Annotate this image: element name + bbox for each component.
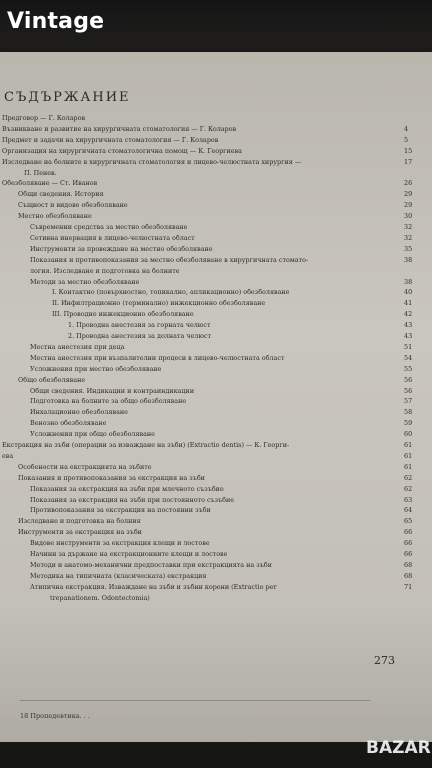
- toc-entry: [30, 278, 340, 286]
- toc-entry: [30, 256, 340, 264]
- toc-entry-page: 61: [404, 451, 413, 460]
- toc-entry: [2, 114, 340, 122]
- toc-entry: [2, 147, 340, 155]
- toc-entry: [30, 572, 340, 580]
- toc-entry-page: 41: [404, 299, 413, 308]
- toc-entry: [18, 376, 340, 384]
- toc-entry-title: I. Контактно (повърхностно, топикално, апликационно) обезболяване: [52, 288, 290, 297]
- toc-entry: [18, 212, 340, 220]
- toc-entry: [68, 332, 340, 340]
- toc-entry: [30, 419, 340, 427]
- toc-entry-page: 40: [404, 288, 413, 297]
- toc-entry-page: 42: [404, 310, 413, 319]
- toc-entry-title: Местна анестезия при деца: [30, 342, 125, 351]
- toc-entry: [18, 463, 340, 471]
- toc-entry-title: Изследване на болните в хирургичната стоматология и лицево-челюстната хирургия —: [2, 157, 302, 166]
- toc-entry: [30, 354, 340, 362]
- toc-entry-page: 59: [404, 419, 413, 428]
- watermark-logo: BAZAR: [366, 738, 431, 758]
- toc-entry-page: 64: [404, 506, 413, 515]
- toc-entry-page: 43: [404, 332, 413, 340]
- toc-entry: [30, 496, 340, 504]
- toc-entry: [30, 408, 340, 416]
- toc-entry-page: 5: [404, 135, 409, 144]
- toc-entry-page: 15: [404, 146, 413, 155]
- toc-entry-page: 63: [404, 495, 413, 504]
- toc-entry-title: III. Проводно инжекционно обезболяване: [52, 310, 194, 319]
- toc-entry-title: Методи за местно обезболяване: [30, 277, 140, 286]
- toc-entry-page: 71: [404, 582, 413, 591]
- toc-entry-page: 26: [404, 179, 413, 188]
- toc-entry-title: Венозно обезболяване: [30, 419, 107, 428]
- brand-logo: Vintage: [7, 9, 105, 34]
- toc-entry-page: 66: [404, 550, 413, 558]
- toc-entry: [50, 594, 340, 602]
- toc-entry-page: 66: [404, 528, 413, 537]
- toc-entry: [30, 550, 340, 558]
- toc-entry: [30, 561, 340, 569]
- toc-entry-page: 32: [404, 233, 413, 242]
- toc-entry: [2, 125, 340, 133]
- toc-entry-title: Съвременни средства за местно обезболяване: [30, 223, 188, 231]
- toc-entry-page: 30: [404, 212, 413, 221]
- toc-entry-title: Начини за държане на екстракционните клещи и лостове: [30, 550, 228, 558]
- toc-entry-title: Местно обезболяване: [18, 212, 92, 221]
- toc-entry: [68, 321, 340, 329]
- toc-entry: [30, 397, 340, 405]
- toc-entry: [2, 452, 340, 460]
- toc-entry-title: Общи сведения. История: [18, 190, 104, 199]
- page-title: СЪДЪРЖАНИЕ: [4, 90, 131, 105]
- toc-entry-title: Усложнения при местно обезболяване: [30, 364, 162, 373]
- toc-entry: [30, 430, 340, 438]
- toc-entry: [30, 583, 340, 591]
- toc-entry-page: 17: [404, 157, 413, 166]
- toc-entry-title: Обезболяване — Ст. Иванов: [2, 179, 98, 188]
- toc-entry-title: Подготовка на болните за общо обезболяване: [30, 397, 187, 406]
- toc-entry-title: Изследване и подготовка на болния: [18, 517, 141, 526]
- toc-entry-page: 61: [404, 441, 413, 449]
- toc-entry-page: 66: [404, 539, 413, 548]
- toc-entry-title: Противопоказания за екстракция на постоянни зъби: [30, 506, 211, 515]
- toc-entry: [30, 387, 340, 395]
- toc-entry-page: 68: [404, 571, 413, 580]
- toc-entry-title: П. Пенев.: [24, 168, 57, 177]
- toc-entry-page: 29: [404, 190, 413, 199]
- toc-entry-page: 32: [404, 223, 413, 231]
- toc-entry-page: 62: [404, 473, 413, 482]
- toc-entry-page: 61: [404, 462, 413, 471]
- toc-entry-title: Показания и противопоказания за местно обезболяване в хирургичната стомато-: [30, 255, 309, 264]
- toc-entry: [52, 310, 340, 318]
- toc-entry-title: Същност и видове обезболяване: [18, 201, 128, 210]
- toc-entry-title: 2. Проводна анестезия за долната челюст: [68, 332, 212, 340]
- toc-entry-title: Показания за екстракция на зъби при постоянното съзъбие: [30, 495, 235, 504]
- toc-entry-title: Инхалационно обезболяване: [30, 408, 128, 417]
- toc-entry-page: 54: [404, 353, 413, 362]
- toc-entry-title: II. Инфилтрационно (терминално) инжекционно обезболяване: [52, 299, 266, 308]
- toc-entry-page: 56: [404, 375, 413, 384]
- toc-entry: [30, 485, 340, 493]
- toc-entry-page: 29: [404, 201, 413, 210]
- toc-entry-page: 51: [404, 342, 413, 351]
- toc-entry: [30, 234, 340, 242]
- toc-entry: [24, 169, 340, 177]
- toc-entry: [52, 288, 340, 296]
- toc-entry-page: 60: [404, 430, 413, 439]
- signature-footnote: 18 Пропедевтика. . .: [20, 712, 90, 720]
- toc-entry-page: 58: [404, 408, 413, 417]
- toc-entry: [18, 517, 340, 525]
- toc-entry: [30, 245, 340, 253]
- toc-entry-page: 35: [404, 244, 413, 253]
- toc-entry-page: 57: [404, 397, 413, 406]
- toc-entry-title: Предговор — Г. Коларов: [2, 114, 86, 122]
- toc-entry: [30, 365, 340, 373]
- toc-entry-title: Видове инструменти за екстракция клещи и лостове: [30, 539, 210, 548]
- toc-entry-title: логия. Изследване и подготовка на болните: [30, 266, 180, 275]
- toc-entry: [52, 299, 340, 307]
- toc-entry: [30, 539, 340, 547]
- toc-entry-title: trepanationem. Odontectomia): [50, 593, 150, 602]
- toc-entry: [2, 441, 340, 449]
- toc-entry: [18, 201, 340, 209]
- toc-entry-title: Особености на екстракцията на зъбите: [18, 462, 152, 471]
- toc-entry: [2, 179, 340, 187]
- footer-rule: [20, 700, 370, 701]
- toc-entry-title: Организация на хирургичната стоматологична помощ — К. Георгиева: [2, 146, 242, 155]
- toc-entry: [2, 136, 340, 144]
- toc-entry: [30, 506, 340, 514]
- toc-entry-page: 38: [404, 277, 413, 286]
- toc-entry-title: Екстракция на зъби (операции за изваждане на зъби) (Extractio dentis) — К. Георги-: [2, 441, 290, 449]
- toc-entry: [18, 528, 340, 536]
- toc-entry: [2, 158, 340, 166]
- page-number: 273: [374, 654, 395, 667]
- toc-entry-title: Предмет и задачи на хирургичната стоматология — Г. Коларов: [2, 135, 219, 144]
- toc-entry-title: Възникване и развитие на хирургичната стоматология — Г. Коларов: [2, 124, 237, 133]
- toc-entry-title: Методи и анатомо-механични предпоставки при екстракцията на зъби: [30, 560, 272, 569]
- toc-entry-page: 62: [404, 484, 413, 493]
- toc-entry-page: 65: [404, 517, 413, 526]
- toc-entry-page: 55: [404, 364, 413, 373]
- toc-entry-title: ева: [2, 451, 14, 460]
- toc-entry-title: 1. Проводна анестезия за горната челюст: [68, 321, 211, 330]
- toc-entry-title: Показания и противопоказания за екстракция на зъби: [18, 473, 205, 482]
- toc-entry-title: Инструменти за провеждане на местно обезболяване: [30, 244, 213, 253]
- toc-entry-title: Усложнения при общо обезболяване: [30, 430, 155, 439]
- toc-entry-title: Местна анестезия при възпалителни процеси в лицево-челюстната област: [30, 353, 285, 362]
- toc-entry-title: Общи сведения. Индикации и контраиндикации: [30, 386, 195, 395]
- toc-entry-page: 68: [404, 560, 413, 569]
- toc-entry-page: 43: [404, 321, 413, 330]
- toc-entry: [30, 223, 340, 231]
- toc-entry-title: Показания за екстракция на зъби при млечното съзъбие: [30, 484, 224, 493]
- toc-entry: [30, 267, 340, 275]
- toc-entry-page: 38: [404, 255, 413, 264]
- toc-entry-page: 56: [404, 386, 413, 395]
- toc-entry-page: 4: [404, 124, 409, 133]
- toc-entry: [18, 474, 340, 482]
- toc-entry: [18, 190, 340, 198]
- toc-entry-title: Общо обезболяване: [18, 375, 86, 384]
- toc-entry-title: Атипична екстракция. Изваждане на зъби и зъбни корени (Extractio per: [30, 582, 277, 591]
- toc-entry: [30, 343, 340, 351]
- toc-entry-title: Инструменти за екстракция на зъби: [18, 528, 142, 537]
- toc-entry-title: Методика на типичната (класическата) екстракция: [30, 571, 207, 580]
- toc-entry-title: Сетивна инервация в лицево-челюстната област: [30, 233, 195, 242]
